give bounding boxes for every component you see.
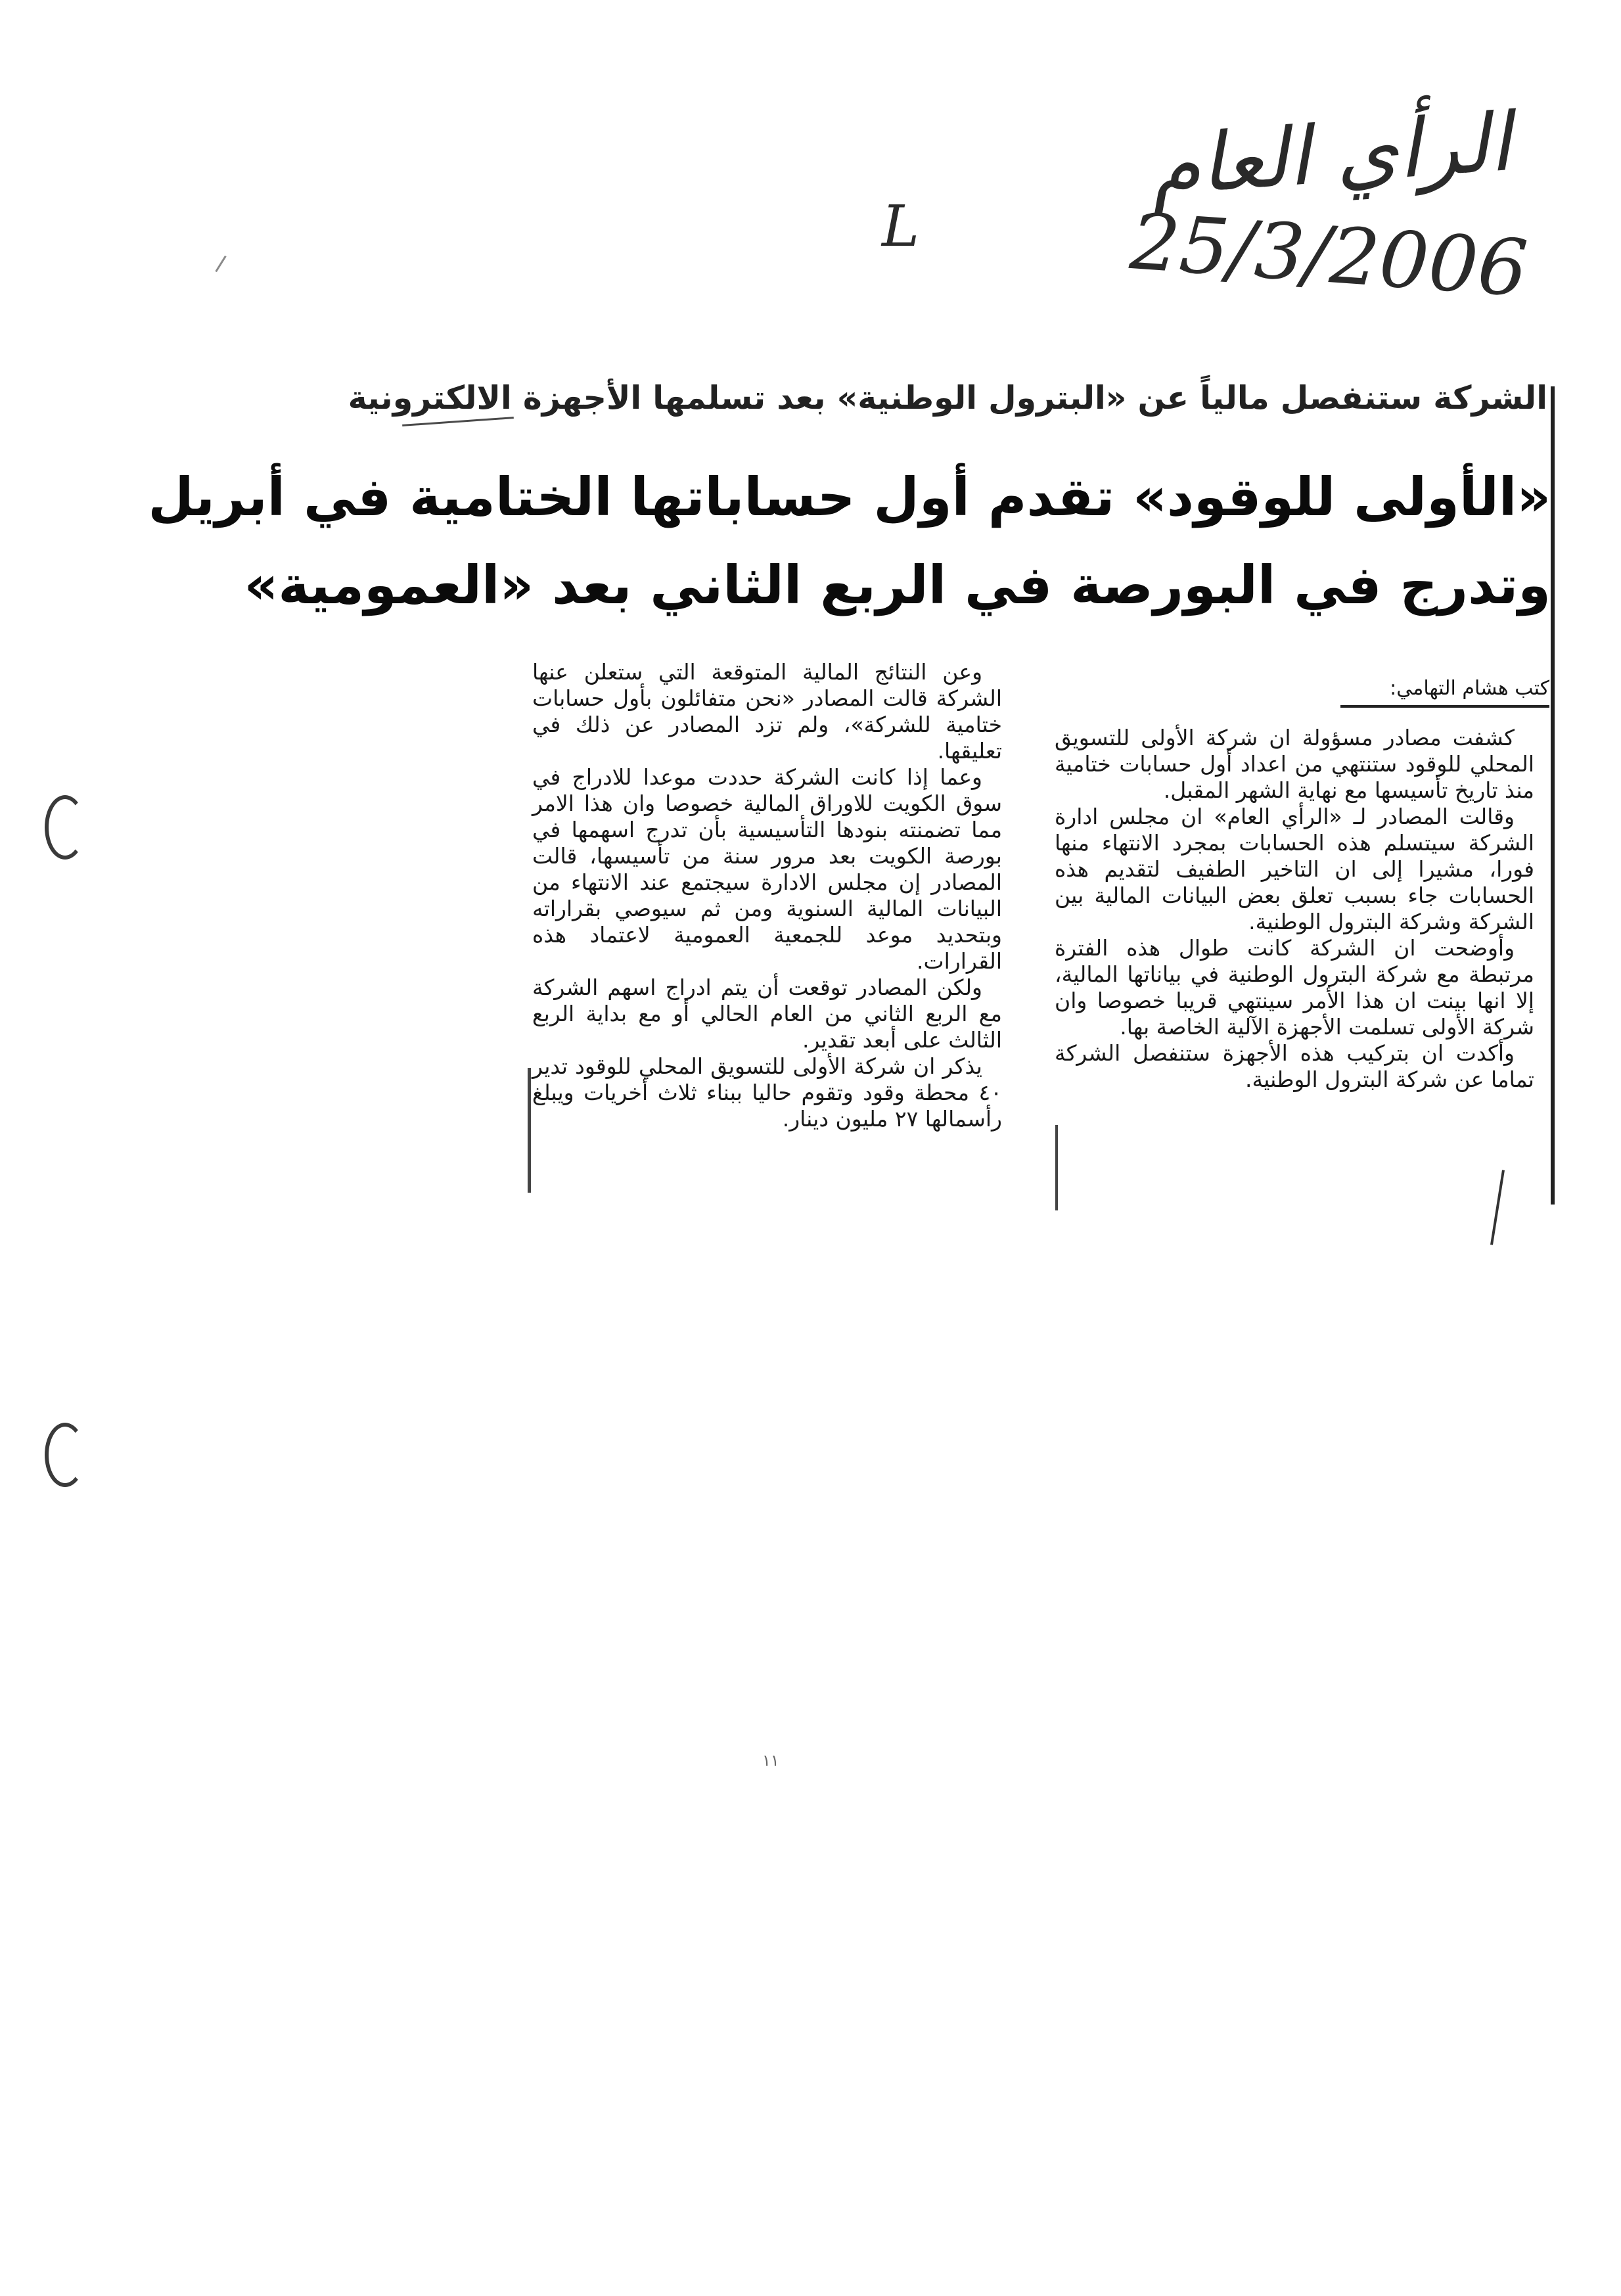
article-column-right	[1055, 725, 1534, 1093]
margin-line	[1055, 1125, 1058, 1210]
margin-line	[528, 1068, 531, 1193]
paragraph: وعن النتائج المالية المتوقعة التي ستعلن عنها الشركة قالت المصادر «نحن متفائلون بأول حسابات ختامية للشركة»، ولم تزد المصادر عن ذلك في تعليقها.	[532, 659, 1002, 764]
headline-line-2: وتدرج في البورصة في الربع الثاني بعد «العمومية»	[244, 555, 1551, 616]
article-column-left	[532, 659, 1002, 1132]
paragraph: كشفت مصادر مسؤولة ان شركة الأولى للتسويق المحلي للوقود ستنتهي من اعداد أول حسابات ختامية منذ تاريخ تأسيسها مع نهاية الشهر المقبل.	[1055, 725, 1534, 803]
handwritten-mark: L	[882, 194, 920, 260]
punch-hole	[45, 1423, 85, 1487]
paragraph: وأوضحت ان الشركة كانت طوال هذه الفترة مرتبطة مع شركة البترول الوطنية في بياناتها المالية، إلا انها بينت ان هذا الأمر سينتهي قريبا خصوصا وان شركة الأولى تسلمت الأجهزة الآلية الخاصة بها.	[1055, 935, 1534, 1040]
headline-line-1: «الأولى للوقود» تقدم أول حساباتها الختامية في أبريل	[148, 467, 1551, 528]
byline-underline	[1340, 705, 1549, 708]
column-rule	[1551, 386, 1555, 1205]
paragraph: وقالت المصادر لـ «الرأي العام» ان مجلس ادارة الشركة سيتسلم هذه الحسابات بمجرد الانتهاء منها فورا، مشيرا إلى ان التاخير الطفيف لتقديم هذه الحسابات جاء بسبب تعلق بعض البيانات المالية بين الشركة وشركة البترول الوطنية.	[1055, 804, 1534, 934]
paragraph: وعما إذا كانت الشركة حددت موعدا للادراج في سوق الكويت للاوراق المالية خصوصا وان هذا الامر مما تضمنته بنودها التأسيسية بأن تدرج اسهمها في بورصة الكويت بعد مرور سنة من تأسيسها، قالت المصادر إن مجلس الادارة سيجتمع عند الانتهاء من البيانات المالية السنوية ومن ثم سيوصي بقراراته وبتحديد موعد للجمعية العمومية لاعتماد هذه القرارات.	[532, 764, 1002, 974]
handwritten-source: الرأي العام	[1147, 95, 1514, 214]
paragraph: وأكدت ان بتركيب هذه الأجهزة ستنفصل الشركة تماما عن شركة البترول الوطنية.	[1055, 1040, 1534, 1092]
pen-stroke	[1490, 1170, 1505, 1245]
paragraph: ولكن المصادر توقعت أن يتم ادراج اسهم الشركة مع الربع الثاني من العام الحالي أو مع بداية الربع الثالث على أبعد تقدير.	[532, 975, 1002, 1053]
punch-hole	[45, 795, 85, 860]
article-headline	[148, 453, 1551, 630]
page-number: ١١	[762, 1751, 779, 1770]
paragraph: يذكر ان شركة الأولى للتسويق المحلي للوقود تدير ٤٠ محطة وقود وتقوم حاليا ببناء ثلاث أخريات ويبلغ رأسمالها ٢٧ مليون دينار.	[532, 1053, 1002, 1132]
byline: كتب هشام التهامي:	[1390, 677, 1549, 700]
article-kicker: الشركة ستنفصل مالياً عن «البترول الوطنية» بعد تسلمها الأجهزة الالكترونية	[348, 379, 1547, 417]
pen-stroke	[215, 256, 226, 272]
handwritten-date: 25/3/2006	[1127, 196, 1531, 314]
